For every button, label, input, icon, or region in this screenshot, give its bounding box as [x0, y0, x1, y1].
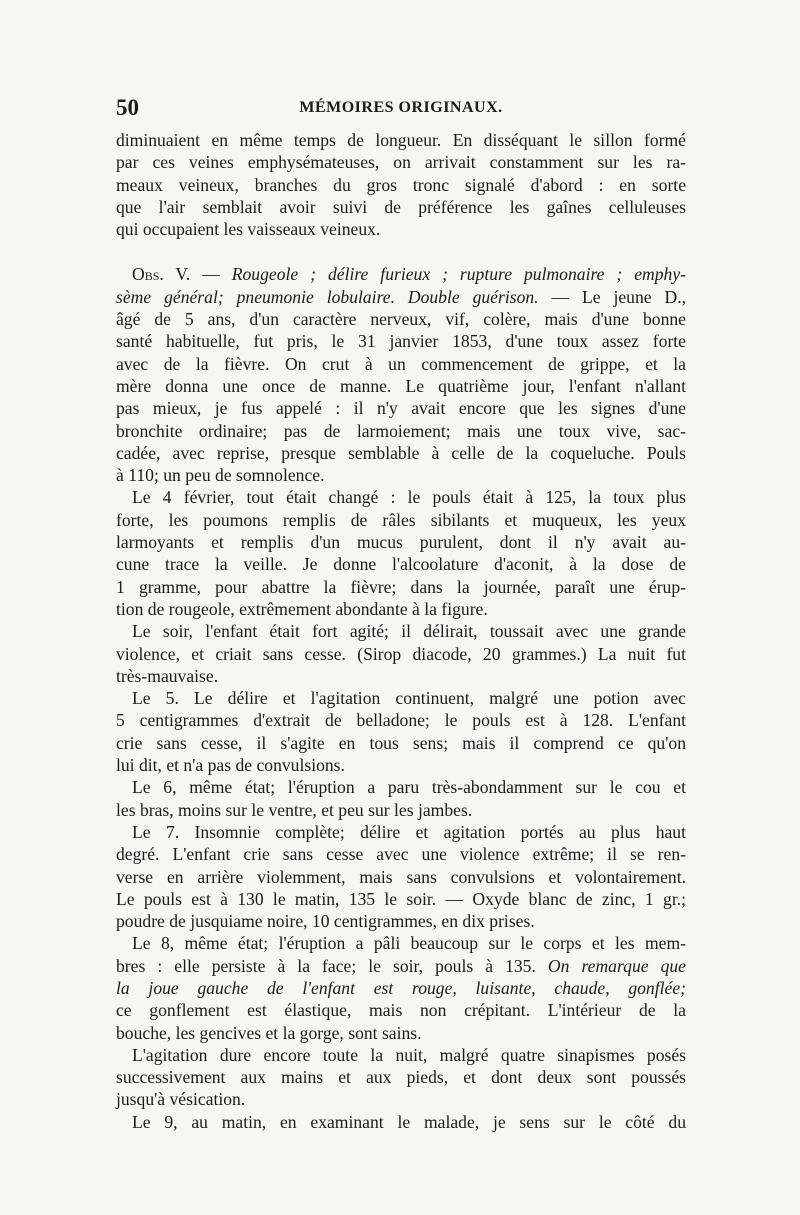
- text-line: [116, 955, 686, 977]
- text-line: Le 6, même état; l'éruption a paru très-abondamment sur le cou et: [132, 777, 686, 798]
- observation-heading-line: [116, 263, 686, 285]
- italic-span: On remarque que: [547, 955, 686, 976]
- paragraph: [116, 1044, 686, 1111]
- paragraph: [116, 129, 686, 240]
- section-gap: [116, 240, 686, 263]
- text-line: ce gonflement est élastique, mais non crépitant. L'intérieur de la: [116, 1000, 686, 1021]
- text-line: à 110; un peu de somnolence.: [116, 465, 325, 486]
- text-line: meaux veineux, branches du gros tronc signalé d'abord : en sorte: [116, 174, 686, 195]
- text-line: verse en arrière violemment, mais sans convulsions et volontairement.: [116, 866, 686, 887]
- paragraph: [116, 1111, 686, 1133]
- text-line: cune trace la veille. Je donne l'alcoolature d'aconit, à la dose de: [116, 554, 686, 575]
- page-body: [116, 129, 686, 1133]
- text-line: 5 centigrammes d'extrait de belladone; le pouls est à 128. L'enfant: [116, 710, 686, 731]
- text-line: Le 7. Insomnie complète; délire et agitation portés au plus haut: [132, 821, 686, 842]
- paragraph: [116, 821, 686, 932]
- text-line: cadée, avec reprise, presque semblable à celle de la coqueluche. Pouls: [116, 442, 686, 463]
- text-line: Le 9, au matin, en examinant le malade, je sens sur le côté du: [132, 1111, 686, 1132]
- observation-title-part-2: sème général; pneumonie lobulaire. Double guérison.: [116, 286, 539, 307]
- text-line: mère donna une once de manne. Le quatrième jour, l'enfant n'allant: [116, 375, 686, 396]
- text-line: 1 gramme, pour abattre la fièvre; dans la journée, paraît une érup-: [116, 576, 686, 597]
- text-line: degré. L'enfant crie sans cesse avec une violence extrême; il se ren-: [116, 844, 686, 865]
- observation-heading-line: [116, 286, 686, 308]
- text-line: très-mauvaise.: [116, 665, 219, 686]
- page-number: 50: [116, 95, 139, 120]
- text-span: bres : elle persiste à la face; le soir, pouls à 135.: [116, 955, 548, 976]
- running-title: MÉMOIRES ORIGINAUX.: [299, 99, 503, 116]
- text-line: par ces veines emphysémateuses, on arrivait constamment sur les ra-: [116, 152, 686, 173]
- text-line: tion de rougeole, extrêmement abondante à la figure.: [116, 598, 488, 619]
- page-header: [116, 95, 686, 121]
- text-line: avec de la fièvre. On crut à un commencement de grippe, et la: [116, 353, 686, 374]
- text-line: [116, 977, 686, 999]
- text-line: larmoyants et remplis d'un mucus purulent, dont il n'y avait au-: [116, 532, 686, 553]
- paragraph: [116, 932, 686, 1043]
- text-line: forte, les poumons remplis de râles sibilants et muqueux, les yeux: [116, 509, 686, 530]
- paragraph: [116, 486, 686, 620]
- text-line: bouche, les gencives et la gorge, sont sains.: [116, 1022, 422, 1043]
- text-line: lui dit, et n'a pas de convulsions.: [116, 755, 345, 776]
- paragraph: [116, 687, 686, 776]
- text-line: Le soir, l'enfant était fort agité; il délirait, toussait avec une grande: [132, 621, 686, 642]
- text-line: que l'air semblait avoir suivi de préférence les gaînes celluleuses: [116, 196, 686, 217]
- italic-span: la joue gauche de l'enfant est rouge, luisante, chaude, gonflée;: [116, 977, 686, 998]
- text-line: poudre de jusquiame noire, 10 centigrammes, en dix prises.: [116, 911, 535, 932]
- text-line: L'agitation dure encore toute la nuit, malgré quatre sinapismes posés: [132, 1044, 686, 1065]
- text-line: diminuaient en même temps de longueur. En disséquant le sillon formé: [116, 130, 686, 150]
- text-line: Le 4 février, tout était changé : le pouls était à 125, la toux plus: [132, 487, 686, 508]
- observation-title-part-1: Rougeole ; délire furieux ; rupture pulmonaire ; emphy-: [231, 264, 686, 285]
- text-line: jusqu'à vésication.: [116, 1089, 246, 1110]
- text-line: qui occupaient les vaisseaux veineux.: [116, 219, 381, 240]
- text-line: les bras, moins sur le ventre, et peu sur les jambes.: [116, 799, 473, 820]
- observation-label: Obs. V.: [132, 264, 191, 285]
- text-line: santé habituelle, fut pris, le 31 janvier 1853, d'une toux assez forte: [116, 331, 686, 352]
- text-line: Le 8, même état; l'éruption a pâli beaucoup sur le corps et les mem-: [132, 933, 686, 954]
- observation-dash: —: [190, 264, 232, 285]
- text-line: pas mieux, je fus appelé : il n'y avait encore que les signes d'une: [116, 398, 686, 419]
- observation-text-start: — Le jeune D.,: [538, 286, 686, 307]
- text-line: âgé de 5 ans, d'un caractère nerveux, vif, colère, mais d'une bonne: [116, 309, 686, 330]
- text-line: violence, et criait sans cesse. (Sirop diacode, 20 grammes.) La nuit fut: [116, 643, 686, 664]
- text-line: Le pouls est à 130 le matin, 135 le soir. — Oxyde blanc de zinc, 1 gr.;: [116, 888, 686, 909]
- paragraph: [116, 620, 686, 687]
- paragraph: [116, 776, 686, 821]
- text-line: crie sans cesse, il s'agite en tous sens; mais il comprend ce qu'on: [116, 732, 686, 753]
- observation-paragraph: [116, 263, 686, 486]
- text-line: bronchite ordinaire; pas de larmoiement; mais une toux vive, sac-: [116, 420, 686, 441]
- text-line: successivement aux mains et aux pieds, et dont deux sont poussés: [116, 1067, 686, 1088]
- text-line: Le 5. Le délire et l'agitation continuent, malgré une potion avec: [132, 688, 686, 709]
